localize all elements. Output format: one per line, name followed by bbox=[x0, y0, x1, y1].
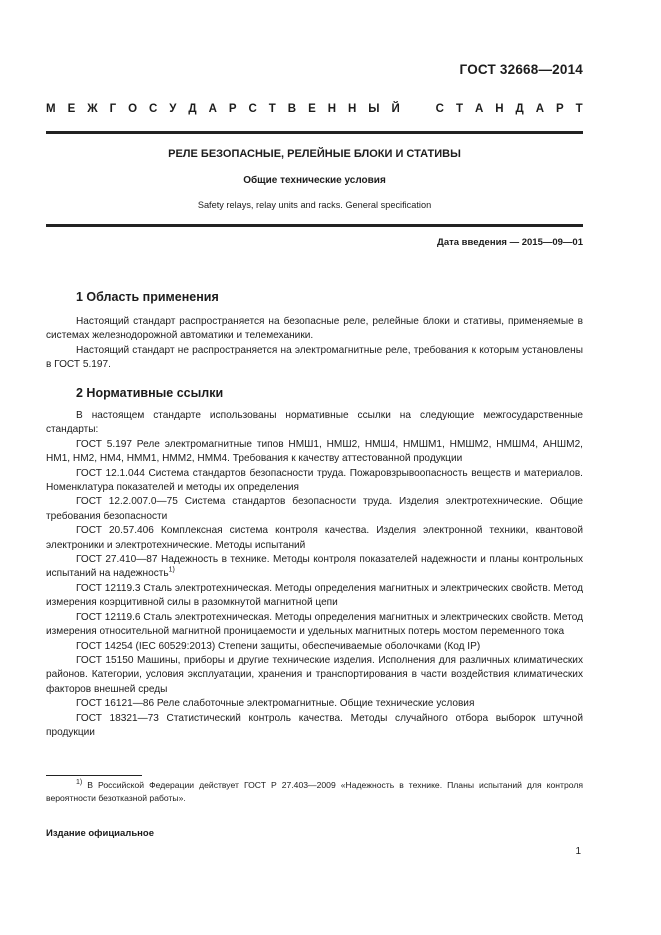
page-number: 1 bbox=[575, 846, 581, 857]
document-title: РЕЛЕ БЕЗОПАСНЫЕ, РЕЛЕЙНЫЕ БЛОКИ И СТАТИВЫ bbox=[168, 148, 461, 160]
banner-letter: С bbox=[149, 103, 158, 115]
banner-letter: А bbox=[474, 103, 484, 115]
footnote-ref[interactable]: 1) bbox=[168, 567, 175, 575]
reference-item: ГОСТ 12.1.044 Система стандартов безопасности труда. Пожаровзрывоопасность веществ и материалов. Номенклатура показателей и методы их определения bbox=[46, 467, 583, 494]
reference-item: ГОСТ 18321—73 Статистический контроль качества. Методы случайного отбора выборок штучной продукции bbox=[46, 712, 583, 738]
footnote bbox=[46, 779, 583, 805]
banner-letter: Ы bbox=[368, 103, 380, 115]
banner-letter: Д bbox=[515, 103, 524, 115]
banner-letter: Ж bbox=[87, 103, 98, 115]
section-1-body bbox=[46, 315, 583, 373]
section-2-heading: 2 Нормативные ссылки bbox=[76, 386, 224, 400]
banner-letter: Е bbox=[67, 103, 76, 115]
banner-letter: Т bbox=[575, 103, 583, 115]
banner-letter: Т bbox=[455, 103, 463, 115]
footnote-marker: 1) bbox=[76, 779, 83, 787]
banner-letter: А bbox=[535, 103, 544, 115]
banner-letter: Р bbox=[228, 103, 237, 115]
banner-letter: Е bbox=[308, 103, 316, 115]
section-2-body bbox=[46, 409, 583, 740]
banner-letter: У bbox=[169, 103, 177, 115]
paragraph: Настоящий стандарт распространяется на безопасные реле, релейные блоки и стативы, применяемые в системах железнодорожной автоматики и телемеханики. bbox=[46, 316, 583, 342]
banner-letter: Г bbox=[109, 103, 117, 115]
reference-item: ГОСТ 12119.6 Сталь электротехническая. Методы определения магнитных и электрических свойств. Метод измерения относительной магнитной проницаемости и удельных магнитных потерь мостом переменного тока bbox=[46, 611, 583, 638]
banner-letter: С bbox=[435, 103, 444, 115]
section-1-heading: 1 Область применения bbox=[76, 290, 219, 304]
banner-letter: Н bbox=[495, 103, 504, 115]
reference-item: ГОСТ 16121—86 Реле слаботочные электромагнитные. Общие технические условия bbox=[76, 698, 475, 710]
reference-item: ГОСТ 12119.3 Сталь электротехническая. Методы определения магнитных и электрических свойств. Метод измерения коэрцитивной силы в разомкнутой магнитной цепи bbox=[46, 582, 583, 609]
banner-letter: Р bbox=[555, 103, 564, 115]
banner-letter: Т bbox=[268, 103, 276, 115]
title-rule bbox=[46, 224, 583, 227]
document-title-english: Safety relays, relay units and racks. General specification bbox=[197, 200, 432, 210]
edition-label: Издание официальное bbox=[46, 828, 154, 839]
reference-item: ГОСТ 12.2.007.0—75 Система стандартов безопасности труда. Изделия электротехнические. Общие требования безопасности bbox=[46, 496, 583, 522]
banner-letter: О bbox=[128, 103, 138, 115]
introduction-date: Дата введения — 2015—09—01 bbox=[437, 237, 583, 248]
reference-text: ГОСТ 27.410—87 Надежность в технике. Методы контроля показателей надежности и планы контрольных испытаний на надежность bbox=[46, 554, 583, 580]
banner-letter: В bbox=[287, 103, 297, 115]
document-code: ГОСТ 32668—2014 bbox=[459, 62, 583, 77]
banner-letter: С bbox=[248, 103, 257, 115]
reference-item: ГОСТ 5.197 Реле электромагнитные типов НМШ1, НМШ2, НМШ4, НМШМ1, НМШМ2, НМШМ4, АНШМ2, НМ1, НМ2, НМ4, НММ1, НММ2, НММ4. Требования к качеству аттестованной продукции bbox=[46, 438, 583, 465]
banner-letter: Н bbox=[327, 103, 337, 115]
reference-item: ГОСТ 20.57.406 Комплексная система контроля качества. Изделия электронной техники, квантовой электроники и электротехнические. Методы испытаний bbox=[46, 525, 583, 551]
banner-letter: Й bbox=[391, 103, 400, 115]
banner-letter: А bbox=[208, 103, 217, 115]
reference-item: ГОСТ 14254 (IEC 60529:2013) Степени защиты, обеспечиваемые оболочками (Код IP) bbox=[76, 640, 481, 652]
paragraph: Настоящий стандарт не распространяется на электромагнитные реле, требования к которым установлены в ГОСТ 5.197. bbox=[46, 344, 583, 371]
footnote-text: В Российской Федерации действует ГОСТ Р 27.403—2009 «Надежность в технике. Планы испытаний для контроля вероятности безотказной работы». bbox=[46, 780, 583, 803]
paragraph: В настоящем стандарте использованы нормативные ссылки на следующие межгосударственные стандарты: bbox=[46, 410, 583, 436]
banner-letter: Д bbox=[188, 103, 197, 115]
banner-letter: М bbox=[46, 103, 56, 115]
reference-item bbox=[46, 553, 583, 582]
header-rule bbox=[46, 131, 583, 134]
banner-letter: Н bbox=[347, 103, 357, 115]
standard-type-banner bbox=[46, 103, 583, 115]
footnote-rule bbox=[46, 775, 142, 776]
reference-item: ГОСТ 15150 Машины, приборы и другие технические изделия. Исполнения для различных климатических районов. Категории, условия эксплуатации, хранения и транспортирования в части воздействия климатических факторов внешней среды bbox=[46, 654, 583, 695]
document-subtitle: Общие технические условия bbox=[243, 175, 386, 186]
